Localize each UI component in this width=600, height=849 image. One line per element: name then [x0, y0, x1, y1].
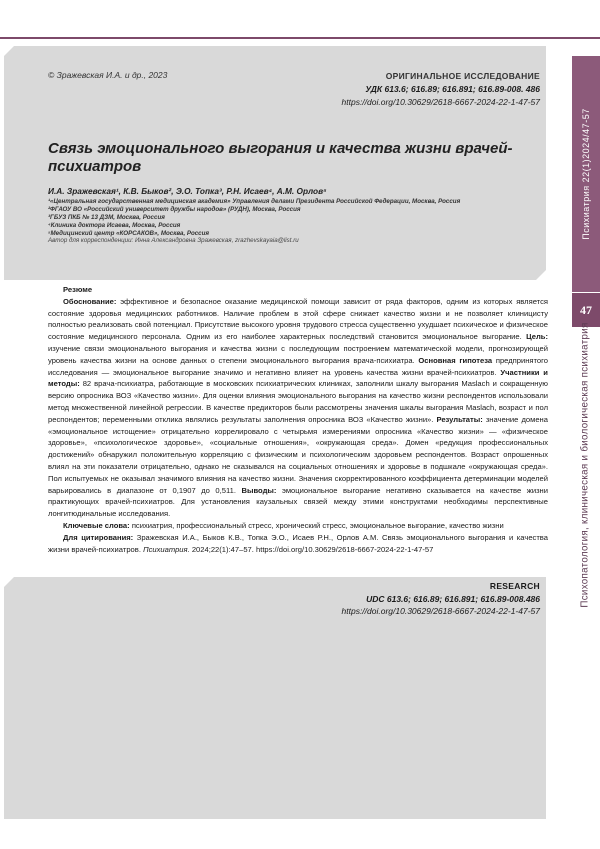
abstract-body-ru: Обоснование: эффективное и безопасное оказание медицинской помощи зависит от ряда факторов, одним из которых является состояние здоровья медицинских работников. Наличие проблем в этой сфере снижает качество жизни и не позволяет клиницисту полностью реализовать свой потенциал. Присутствие высокого уровня трудового стресса существенно ухудшает психическое и физическое состояние медицинского персонала. Одним из его наиболее характерных последствий становится эмоциональное выгорание. Цель: изучение связи эмоционального выгорания и качества жизни с последующим построением математической модели, прогнозирующей уровень качества жизни на основе данных о степени эмоционального выгорания врача-психиатра. Основная гипотеза предпринятого исследования — эмоциональное выгорание значимо и негативно влияет на уровень качества жизни врачей-психиатров. Участники и методы: 82 врача-психиатра, работающие в московских психиатрических клиниках, заполнили шкалу выгорания Maslach и сокращенную версию опросника ВОЗ «Качество жизни». Для оценки влияния эмоционального выгорания на качество жизни респондентов использовали метод множественной линейной регрессии. В качестве предикторов были рассмотрены значения шкалы выгорания Maslach, возраст и пол респондентов; переменными отклика являлись результаты заполнения опросника ВОЗ «Качество жизни». Результаты: значение домена «эмоциональное истощение» отрицательно коррелировало с четырьмя измерениями опросника «Качество жизни» — «физическое здоровье», «психологическое здоровье», «социальные отношения», «окружающая среда». Домен «редукция профессиональных достижений» обнаружил положительную корреляцию с физическим и психологическим здоровьем респондентов. Возраст опрошенных влиял на эти показатели отрицательно, однако не сказывался на социальных отношениях и здоровье в подшкале «окружающая среда». Пол испытуемых не оказывал значимого влияния на качество жизни. Значения скорректированного коэффициента детерминации моделей варьировались в диапазоне от 0,1907 до 0,511. Выводы: эмоциональное выгорание негативно сказывается на качестве жизни практикующих врачей-психиатров. Для установления каузальных связей между этими конструктами необходимы перспективные лонгитюдинальные исследования. — [48, 296, 548, 520]
article-meta-ru — [342, 70, 540, 109]
affiliation-ru: ¹«Центральная государственная медицинская академия» Управления делами Президента Российской Федерации, Москва, Россия — [48, 198, 538, 206]
affiliation-ru: ³ГБУЗ ПКБ № 13 ДЗМ, Москва, Россия — [48, 214, 538, 222]
affiliation-ru: ²ФГАОУ ВО «Российский университет дружбы народов» (РУДН), Москва, Россия — [48, 206, 538, 214]
correspondence-ru: Автор для корреспонденции: Инна Александровна Зражевская, zrazhevskayaia@list.ru — [48, 237, 299, 244]
page-number: 47 — [572, 293, 600, 327]
article-title-ru: Связь эмоционального выгорания и качества жизни врачей-психиатров — [48, 140, 538, 176]
article-type-en: RESEARCH — [342, 580, 540, 593]
journal-tab — [572, 56, 600, 292]
english-header — [4, 577, 546, 819]
article-meta-en — [342, 580, 540, 618]
article-type-ru: ОРИГИНАЛЬНОЕ ИССЛЕДОВАНИЕ — [342, 70, 540, 83]
doi-link-ru[interactable]: https://doi.org/10.30629/2618-6667-2024-22-1-47-57 — [342, 96, 540, 109]
label: Выводы: — [242, 486, 277, 495]
doi-link-en[interactable]: https://doi.org/10.30629/2618-6667-2024-22-1-47-57 — [342, 605, 540, 618]
abstract-ru — [48, 284, 548, 555]
keywords-ru: Ключевые слова: психиатрия, профессиональный стресс, хронический стресс, эмоциональное выгорание, качество жизни — [48, 520, 548, 532]
header-block-ru — [4, 46, 546, 280]
label: Результаты: — [436, 415, 482, 424]
label: Цель: — [526, 332, 548, 341]
authors-ru: И.А. Зражевская¹, К.В. Быков², Э.О. Топка³, Р.Н. Исаев⁴, А.М. Орлов⁵ — [48, 186, 326, 196]
section-tab — [572, 330, 598, 600]
udk-ru: УДК 613.6; 616.89; 616.891; 616.89-008. 486 — [342, 83, 540, 96]
udc-en: UDC 613.6; 616.89; 616.891; 616.89-008.486 — [342, 593, 540, 606]
copyright: © Зражевская И.А. и др., 2023 — [48, 70, 167, 80]
affiliation-ru: ⁵Медицинский центр «КОРСАКОВ», Москва, Россия — [48, 230, 538, 238]
label: Участники и методы: — [48, 368, 548, 389]
affiliation-ru: ⁴Клиника доктора Исаева, Москва, Россия — [48, 222, 538, 230]
journal-tab-text: Психиатрия 22(1)2024/47-57 — [581, 108, 591, 239]
label: Обоснование: — [63, 297, 116, 306]
label: Основная гипотеза — [418, 356, 492, 365]
top-rule — [0, 37, 600, 39]
section-tab-text: Психопатология, клиническая и биологическая психиатрия — [580, 322, 591, 607]
abstract-heading-ru: Резюме — [63, 284, 548, 296]
citation-ru: Для цитирования: Зражевская И.А., Быков К.В., Топка Э.О., Исаев Р.Н., Орлов А.М. Связь эмоционального выгорания и качества жизни врачей-психиатров. Психиатрия. 2024;22(1):47–57. https://doi.org/10.30629/2618-6667-2024-22-1-47-57 — [48, 532, 548, 556]
